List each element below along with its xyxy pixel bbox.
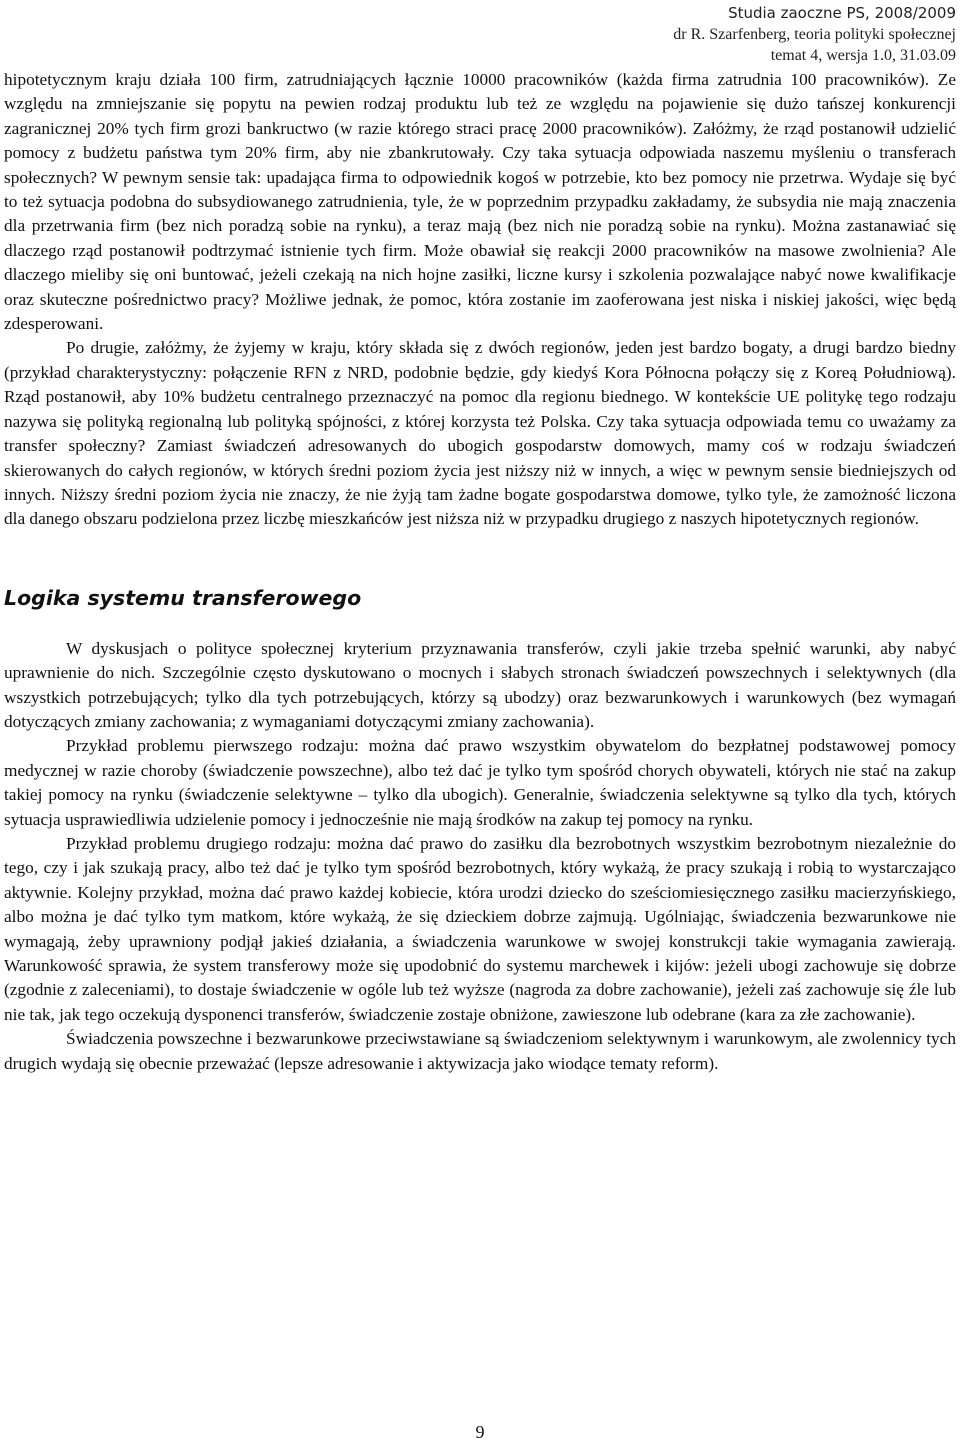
section-heading: Logika systemu transferowego xyxy=(4,585,362,610)
paragraph: W dyskusjach o polityce społecznej kryterium przyznawania transferów, czyli jakie trzeba spełnić warunki, aby nabyć uprawnienie do nich. Szczególnie często dyskutowano o mocnych i słabych stronach świadczeń powszechnych i selektywnych (dla wszystkich potrzebujących; tylko dla tych potrzebujących, którzy są ubodzy) oraz bezwarunkowych i warunkowych (bez wymagań dotyczących zmiany zachowania; z wymaganiami dotyczącymi zmiany zachowania). xyxy=(4,638,956,731)
header-course: Studia zaoczne PS, 2008/2009 xyxy=(728,4,956,22)
header-author: dr R. Szarfenberg, teoria polityki społecznej xyxy=(673,26,956,43)
paragraph: Przykład problemu pierwszego rodzaju: można dać prawo wszystkim obywatelom do bezpłatnej podstawowej pomocy medycznej w razie choroby (świadczenie powszechne), albo też dać je tylko tym spośród chorych obywateli, których nie stać na zakup takiej pomocy na rynku (świadczenie selektywne – tylko dla ubogich). Generalnie, świadczenia selektywne są tylko dla tych, których sytuacja usprawiedliwia udzielenie pomocy i jednocześnie nie mają środków na zakup tej pomocy na rynku. xyxy=(4,736,956,829)
paragraph: Świadczenia powszechne i bezwarunkowe przeciwstawiane są świadczeniom selektywnym i warunkowym, ale zwolennicy tych drugich wydają się obecnie przeważać (lepsze adresowanie i aktywizacja jako wiodące tematy reform). xyxy=(4,1029,956,1073)
running-header xyxy=(673,3,956,66)
paragraph: Po drugie, załóżmy, że żyjemy w kraju, który składa się z dwóch regionów, jeden jest bardzo bogaty, a drugi bardzo biedny (przykład charakterystyczny: połączenie RFN z NRD, podobnie będzie, gdy kiedyś Kora Północna połączy się z Koreą Południową). Rząd postanowił, aby 10% budżetu centralnego przeznaczyć na pomoc dla regionu biednego. W kontekście UE politykę tego rodzaju nazywa się polityką regionalną lub polityką spójności, z której korzysta też Polska. Czy taka sytuacja odpowiada temu co uważamy za transfer społeczny? Zamiast świadczeń adresowanych do ubogich gospodarstw domowych, mamy coś w rodzaju świadczeń skierowanych do całych regionów, w których średni poziom życia jest niższy niż w innych, a więc w pewnym sensie biedniejszych od innych. Niższy średni poziom życia nie znaczy, że nie żyją tam żadne bogate gospodarstwa domowe, tylko tyle, że zamożność liczona dla danego obszaru podzielona przez liczbę mieszkańców jest niższa niż w przypadku drugiego z naszych hipotetycznych regionów. xyxy=(4,338,956,529)
document-body xyxy=(4,68,956,1076)
page-number: 9 xyxy=(475,1422,485,1442)
header-topic-version: temat 4, wersja 1.0, 31.03.09 xyxy=(770,47,956,64)
paragraph: hipotetycznym kraju działa 100 firm, zatrudniających łącznie 10000 pracowników (każda firma zatrudnia 100 pracowników). Ze względu na zmniejszanie się popytu na pewien rodzaj produktu lub też ze względu na pojawienie się dużo tańszej konkurencji zagranicznej 20% tych firm grozi bankructwo (w razie którego straci pracę 2000 pracowników). Załóżmy, że rząd postanowił udzielić pomocy z budżetu państwa tym 20% firm, aby nie zbankrutowały. Czy taka sytuacja odpowiada naszemu myśleniu o transferach społecznych? W pewnym sensie tak: upadająca firma to odpowiednik kogoś w potrzebie, kto bez pomocy nie przetrwa. Wydaje się być to też sytuacja podobna do subsydiowanego zatrudnienia, tyle, że w poprzednim przypadku zakładamy, że subsydia nie mają znaczenia dla przetrwania firm (bez nich poradzą sobie na rynku), a teraz mają (bez nich nie poradzą sobie na rynku). Można zastanawiać się dlaczego rząd postanowił podtrzymać istnienie tych firm. Może obawiał się reakcji 2000 pracowników na masowe zwolnienia? Ale dlaczego mieliby się oni buntować, jeżeli czekają na nich hojne zasiłki, liczne kursy i szkolenia pozwalające nabyć nowe kwalifikacje oraz skuteczne pośrednictwo pracy? Możliwe jednak, że pomoc, która zostanie im zaoferowana jest niska i niskiej jakości, więc będą zdesperowani. xyxy=(4,70,956,334)
paragraph: Przykład problemu drugiego rodzaju: można dać prawo do zasiłku dla bezrobotnych wszystkim bezrobotnym niezależnie do tego, czy i jak szukają pracy, albo też dać je tylko tym spośród bezrobotnych, który wykażą, że pracy szukają i robią to wystarczająco aktywnie. Kolejny przykład, można dać prawo każdej kobiecie, która urodzi dziecko do sześciomiesięcznego zasiłku macierzyńskiego, albo można je dać tylko tym matkom, które wykażą, że się dzieckiem dobrze zajmują. Ugólniając, świadczenia bezwarunkowe nie wymagają, żeby uprawniony podjął jakieś działania, a świadczenia warunkowe w swojej konstrukcji takie wymagania zawierają. Warunkowość sprawia, że system transferowy może się upodobnić do systemu marchewek i kijów: jeżeli ubogi zachowuje się dobrze (zgodnie z zaleceniami), to dostaje świadczenie w ogóle lub też wyższe (nagroda za dobre zachowanie), jeżeli zaś zachowuje się źle lub nie tak, jak tego oczekują dysponenci transferów, świadczenie zostaje obniżone, zawieszone lub odebrane (kara za złe zachowanie). xyxy=(4,833,956,1024)
